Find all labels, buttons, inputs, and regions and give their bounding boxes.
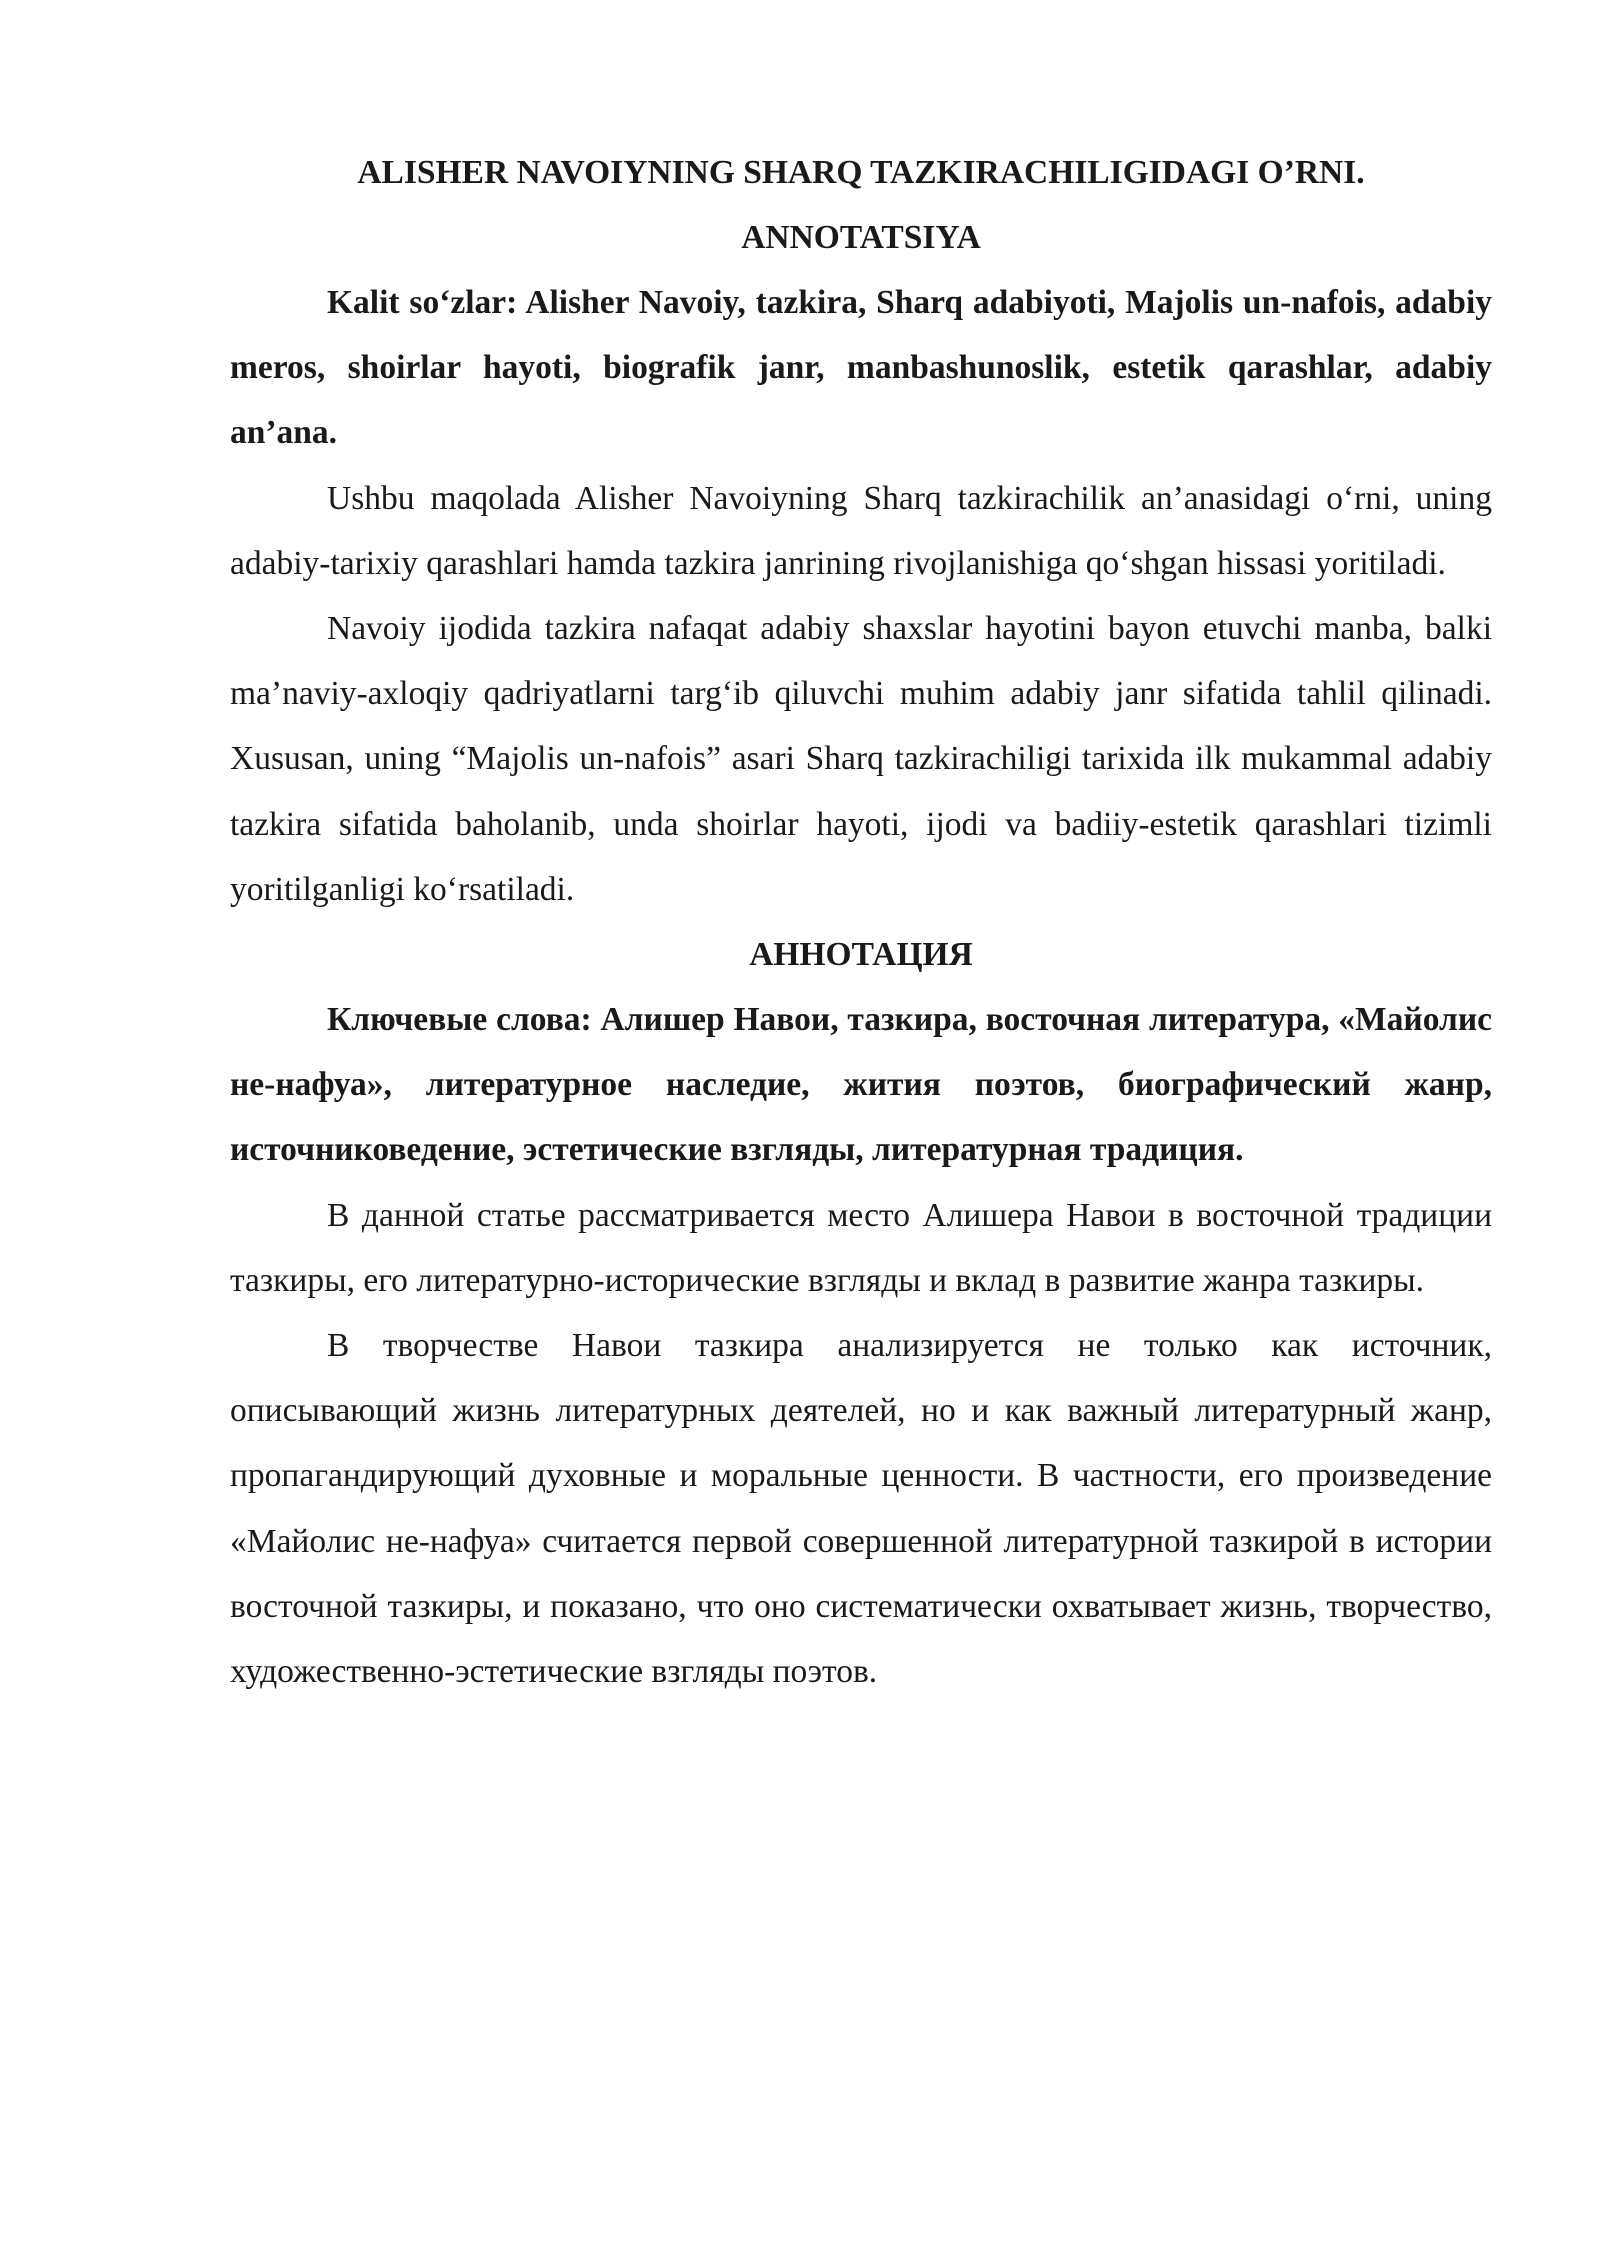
keywords-ru: Ключевые слова: Алишер Навои, тазкира, восточная литература, «Майолис не-нафуа», литературное наследие, жития поэтов, биографический жанр, источниковедение, эстетические взгляды, литературная традиция.: [230, 1001, 1492, 1169]
article-title: ALISHER NAVOIYNING SHARQ TAZKIRACHILIGIDAGI O’RNI.: [357, 154, 1365, 191]
keywords-uz: Kalit so‘zlar: Alisher Navoiy, tazkira, Sharq adabiyoti, Majolis un-nafois, adabiy meros, shoirlar hayoti, biografik janr, manbashunoslik, estetik qarashlar, adabiy an’ana.: [230, 284, 1492, 452]
document-page: [230, 140, 1492, 1704]
abstract-uz-paragraph-2: Navoiy ijodida tazkira nafaqat adabiy shaxslar hayotini bayon etuvchi manba, balki ma’naviy-axloqiy qadriyatlarni targ‘ib qiluvchi muhim adabiy janr sifatida tahlil qilinadi. Xususan, uning “Majolis un-nafois” asari Sharq tazkirachiligi tarixida ilk mukammal adabiy tazkira sifatida baholanib, unda shoirlar hayoti, ijodi va badiiy-estetik qarashlari tizimli yoritilganligi ko‘rsatiladi.: [230, 610, 1492, 908]
abstract-ru-paragraph-2: В творчестве Навои тазкира анализируется не только как источник, описывающий жизнь литературных деятелей, но и как важный литературный жанр, пропагандирующий духовные и моральные ценности. В частности, его произведение «Майолис не-нафуа» считается первой совершенной литературной тазкирой в истории восточной тазкиры, и показано, что оно систематически охватывает жизнь, творчество, художественно-эстетические взгляды поэтов.: [230, 1327, 1492, 1691]
annotation-heading-uz: ANNOTATSIYA: [741, 219, 981, 256]
abstract-uz-paragraph-1: Ushbu maqolada Alisher Navoiyning Sharq tazkirachilik an’anasidagi o‘rni, uning adabiy-tarixiy qarashlari hamda tazkira janrining rivojlanishiga qo‘shgan hissasi yoritiladi.: [230, 479, 1492, 582]
annotation-heading-ru: АННОТАЦИЯ: [749, 936, 973, 974]
abstract-ru-paragraph-1: В данной статье рассматривается место Алишера Навои в восточной традиции тазкиры, его литературно-исторические взгляды и вклад в развитие жанра тазкиры.: [230, 1196, 1492, 1299]
